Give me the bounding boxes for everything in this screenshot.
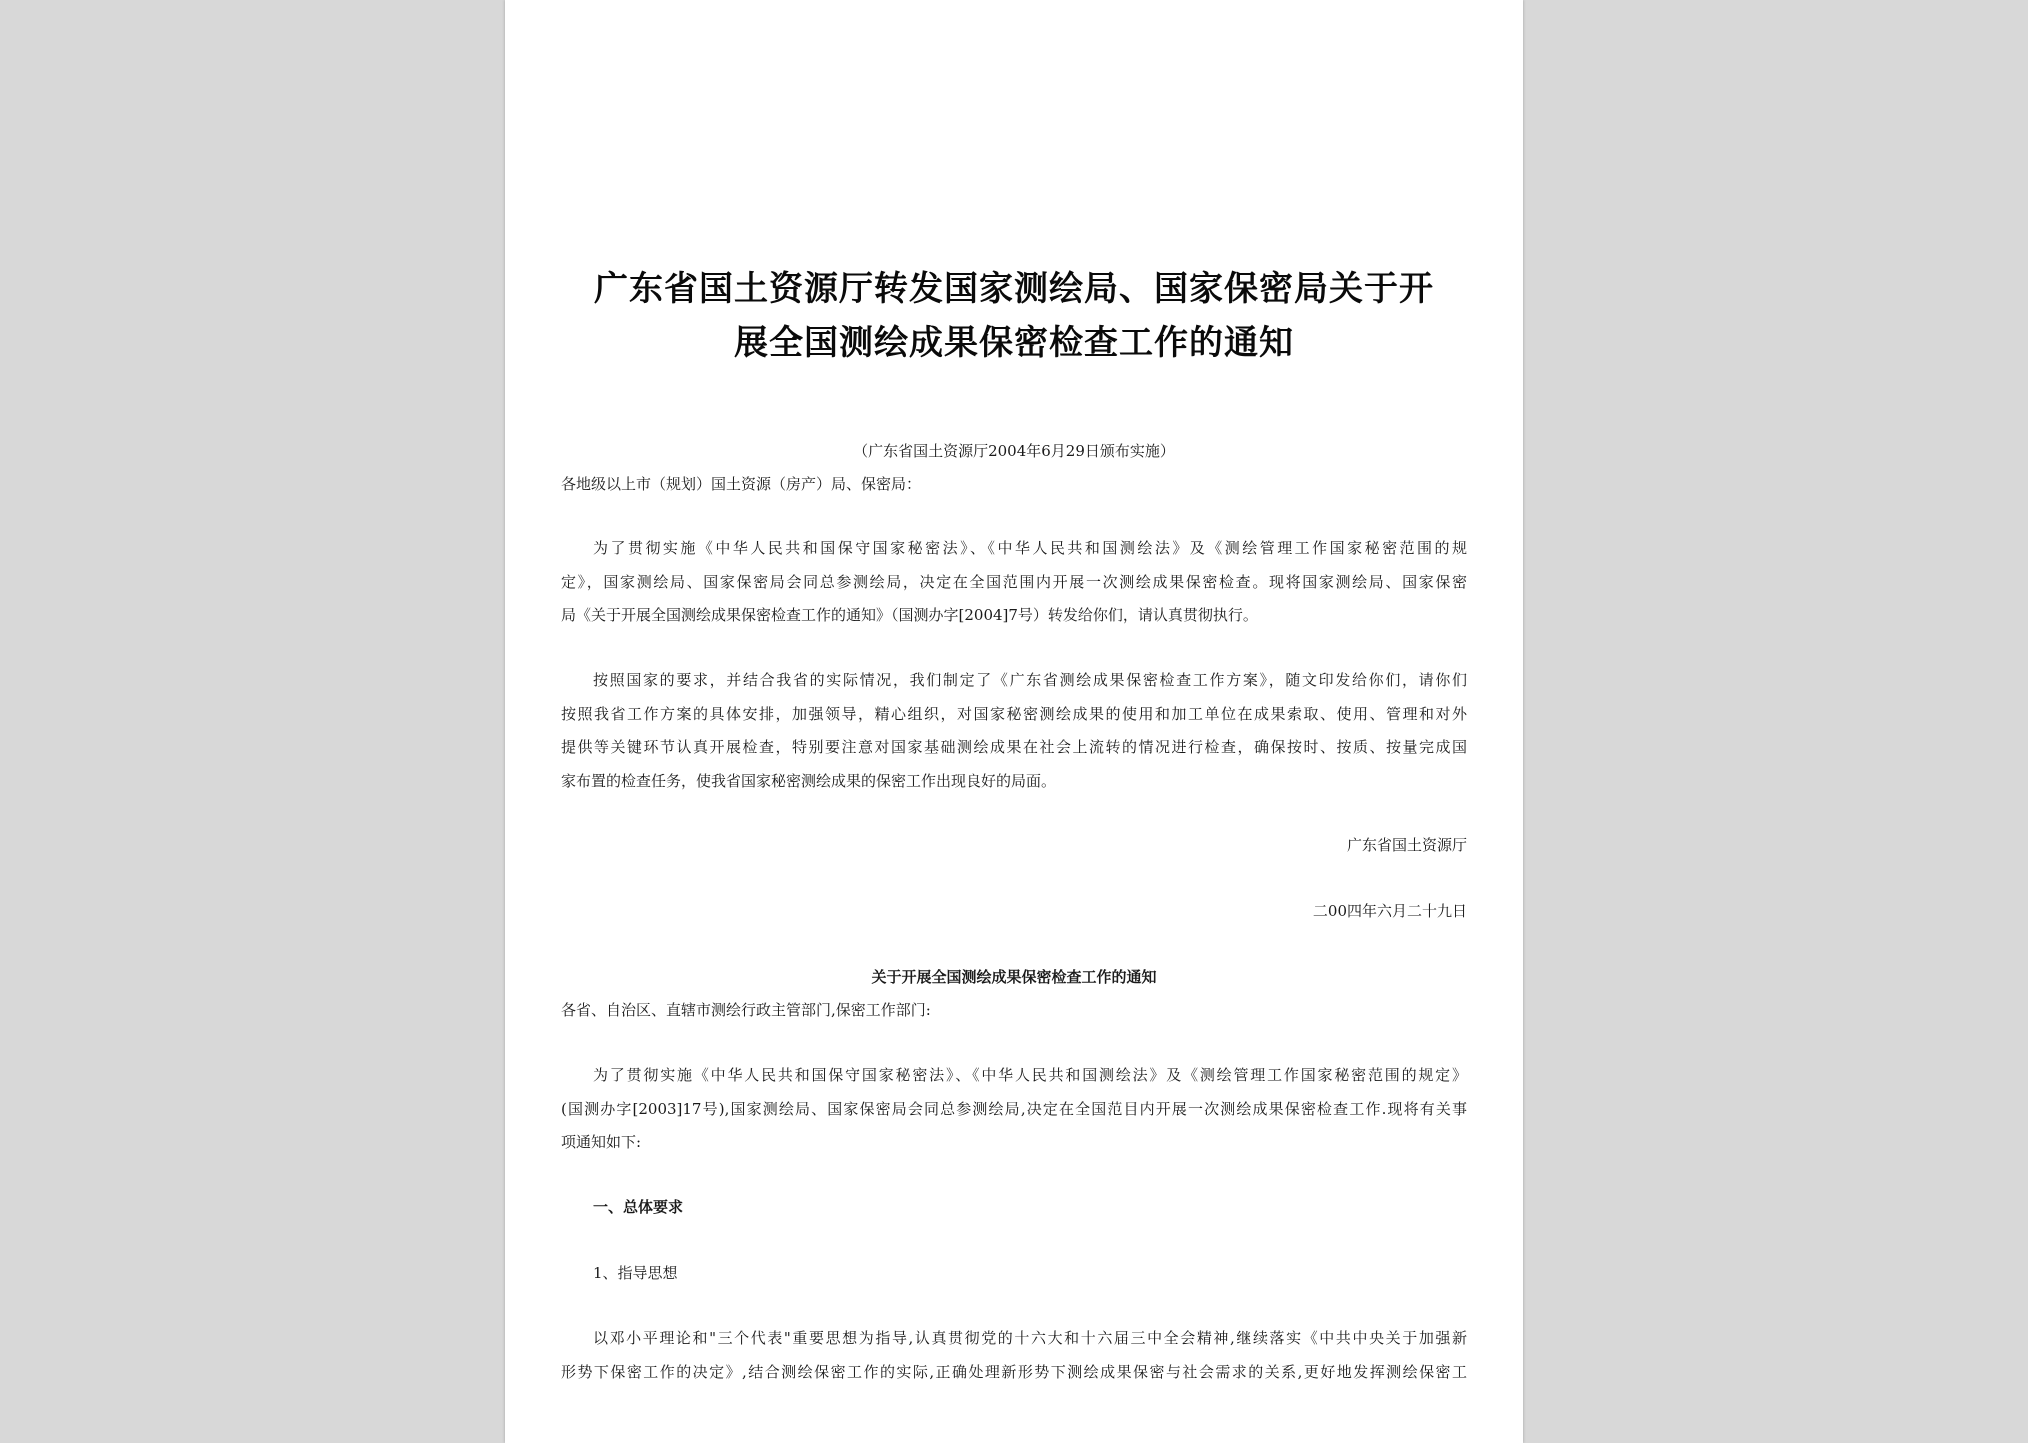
paragraph-1-line: 定》，国家测绘局、国家保密局会同总参测绘局，决定在全国范围内开展一次测绘成果保密检查。现将国家测绘局、国家保密 <box>561 572 1467 591</box>
document-title <box>545 262 1483 370</box>
paragraph-3-line: (国测办字[2003]17号),国家测绘局、国家保密局会同总参测绘局,决定在全国范目内开展一次测绘成果保密检查工作.现将有关事 <box>561 1099 1467 1118</box>
title-line-2: 展全国测绘成果保密检查工作的通知 <box>734 323 1294 363</box>
paragraph-1-line: 局《关于开展全国测绘成果保密检查工作的通知》（国测办字[2004]7号）转发给你们，请认真贯彻执行。 <box>561 606 1258 624</box>
paragraph-2-line: 按照国家的要求，并结合我省的实际情况，我们制定了《广东省测绘成果保密检查工作方案》，随文印发给你们，请你们 <box>593 671 1467 689</box>
paragraph-4-line: 以邓小平理论和"三个代表"重要思想为指导,认真贯彻党的十六大和十六届三中全会精神,继续落实《中共中央关于加强新 <box>593 1329 1467 1347</box>
signature: 广东省国土资源厅 <box>1346 836 1467 854</box>
sub-title: 关于开展全国测绘成果保密检查工作的通知 <box>871 968 1157 986</box>
document-page <box>505 0 1523 1443</box>
section-heading-1: 一、总体要求 <box>593 1198 684 1216</box>
paragraph-2 <box>561 664 1467 798</box>
sub-addressee: 各省、自治区、直辖市测绘行政主管部门,保密工作部门: <box>561 1001 931 1019</box>
paragraph-1-line: 为了贯彻实施《中华人民共和国保守国家秘密法》、《中华人民共和国测绘法》及《测绘管理工作国家秘密范围的规 <box>593 539 1467 557</box>
paragraph-4-line: 形势下保密工作的决定》,结合测绘保密工作的实际,正确处理新形势下测绘成果保密与社会需求的关系,更好地发挥测绘保密工 <box>561 1362 1467 1381</box>
date: 二00四年六月二十九日 <box>1312 902 1467 920</box>
addressee: 各地级以上市（规划）国土资源（房产）局、保密局： <box>561 475 922 493</box>
paragraph-1 <box>561 532 1467 633</box>
issued-note: （广东省国土资源厅2004年6月29日颁布实施） <box>853 442 1175 460</box>
paragraph-3-line: 项通知如下: <box>561 1133 642 1151</box>
paragraph-2-line: 按照我省工作方案的具体安排，加强领导，精心组织，对国家秘密测绘成果的使用和加工单位在成果索取、使用、管理和对外 <box>561 704 1467 723</box>
paragraph-2-line: 提供等关键环节认真开展检查，特别要注意对国家基础测绘成果在社会上流转的情况进行检查，确保按时、按质、按量完成国 <box>561 738 1467 756</box>
paragraph-3-line: 为了贯彻实施《中华人民共和国保守国家秘密法》、《中华人民共和国测绘法》及《测绘管理工作国家秘密范围的规定》 <box>593 1066 1467 1084</box>
paragraph-4 <box>561 1322 1467 1389</box>
subsection-heading-1: 1、指导思想 <box>593 1264 678 1282</box>
paragraph-3 <box>561 1059 1467 1160</box>
paragraph-2-line: 家布置的检查任务，使我省国家秘密测绘成果的保密工作出现良好的局面。 <box>561 771 1057 790</box>
title-line-1: 广东省国土资源厅转发国家测绘局、国家保密局关于开 <box>594 269 1434 309</box>
